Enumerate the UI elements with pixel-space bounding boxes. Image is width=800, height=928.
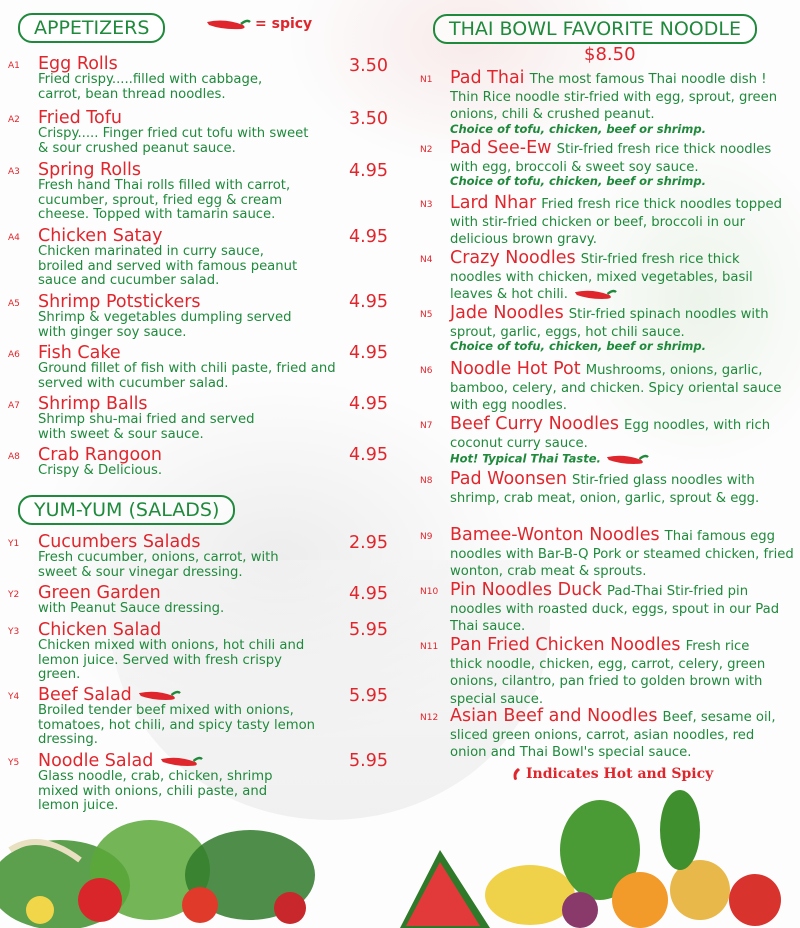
- fruits-image: [400, 790, 800, 928]
- item-description: Fresh cucumber, onions, carrot, with sweet & sour vinegar dressing.: [38, 550, 279, 580]
- spicy-legend: [205, 16, 312, 32]
- chili-icon: [510, 766, 522, 782]
- menu-item-n7: [420, 416, 795, 467]
- item-name: Bamee-Wonton Noodles: [450, 525, 660, 545]
- item-description: with Peanut Sauce dressing.: [38, 601, 225, 616]
- item-name: Jade Noodles: [450, 303, 564, 323]
- item-code: N10: [420, 587, 439, 597]
- menu-item-n2: [420, 140, 800, 188]
- item-code: Y3: [8, 627, 20, 637]
- item-name: Egg Rolls: [38, 54, 118, 74]
- item-code: A6: [8, 350, 20, 360]
- item-code: A3: [8, 167, 20, 177]
- menu-item-n11: [420, 637, 785, 707]
- menu-item-n1: [420, 70, 798, 136]
- item-description: Crispy & Delicious.: [38, 463, 163, 478]
- item-name: Pin Noodles Duck: [450, 580, 602, 600]
- item-description: Stir-fried fresh rice thick noodles with egg, broccoli & sweet soy sauce.: [450, 142, 772, 175]
- item-description: Broiled tender beef mixed with onions, tomatoes, hot chili, and spicy tasty lemon dressing.: [38, 703, 316, 748]
- menu-item-a3: [0, 161, 360, 223]
- item-price: 3.50: [349, 56, 388, 76]
- item-price: 4.95: [349, 343, 388, 363]
- chili-icon: [159, 753, 203, 769]
- appetizers-title: APPETIZERS: [18, 13, 165, 43]
- item-name: Pad Woonsen: [450, 469, 567, 489]
- item-price: 5.95: [349, 686, 388, 706]
- item-description: Mushrooms, onions, garlic, bamboo, celery, and chicken. Spicy oriental sauce with egg noodles.: [450, 363, 782, 414]
- item-name: Lard Nhar: [450, 193, 537, 213]
- item-name: Pad Thai: [450, 68, 525, 88]
- item-name: [38, 752, 360, 770]
- item-choice: Choice of tofu, chicken, beef or shrimp.: [450, 121, 706, 136]
- menu-item-n9: [420, 527, 798, 580]
- item-name: Green Garden: [38, 583, 161, 603]
- item-price: 5.95: [349, 620, 388, 640]
- menu-item-a6: [0, 344, 360, 391]
- item-code: N7: [420, 421, 433, 431]
- menu-item-a8: [0, 446, 360, 479]
- item-code: A7: [8, 401, 20, 411]
- item-description: Fresh rice thick noodle, chicken, egg, carrot, celery, green onions, cilantro, pan fried to golden brown with special sauce.: [450, 639, 766, 707]
- item-description: Chicken marinated in curry sauce, broiled and served with famous peanut sauce and cucumber salad.: [38, 244, 298, 289]
- item-code: N8: [420, 476, 433, 486]
- item-name: Crab Rangoon: [38, 445, 163, 465]
- item-choice: Choice of tofu, chicken, beef or shrimp.: [450, 174, 706, 189]
- item-description: Fried crispy.....filled with cabbage, carrot, bean thread noodles.: [38, 72, 263, 102]
- item-name: Chicken Satay: [38, 226, 163, 246]
- noodles-title: THAI BOWL FAVORITE NOODLE: [433, 14, 757, 44]
- menu-item-n5: [420, 305, 798, 353]
- item-name: Shrimp Balls: [38, 394, 148, 414]
- item-name-text: Beef Salad: [38, 685, 132, 705]
- noodles-price: $8.50: [584, 44, 636, 65]
- item-code: A4: [8, 233, 20, 243]
- item-description: Egg noodles, with rich coconut curry sauce.: [450, 418, 771, 451]
- item-description: The most famous Thai noodle dish ! Thin Rice noodle stir-fried with egg, sprout, green onions, chili & crushed peanut.: [450, 72, 778, 123]
- item-name-text: Noodle Salad: [38, 751, 154, 771]
- item-description: Shrimp shu-mai fried and served with sweet & sour sauce.: [38, 412, 255, 442]
- item-description: Glass noodle, crab, chicken, shrimp mixed with onions, chili paste, and lemon juice.: [38, 769, 273, 814]
- item-name: Spring Rolls: [38, 160, 141, 180]
- spicy-legend-label: = spicy: [255, 16, 313, 32]
- item-price: 4.95: [349, 445, 388, 465]
- item-name: Chicken Salad: [38, 620, 162, 640]
- item-name: Cucumbers Salads: [38, 532, 201, 552]
- item-price: 3.50: [349, 109, 388, 129]
- salads-title: YUM-YUM (SALADS): [18, 495, 235, 525]
- menu-item-n4: [420, 250, 795, 303]
- item-price: 4.95: [349, 161, 388, 181]
- item-code: N2: [420, 145, 433, 155]
- item-name: Fried Tofu: [38, 108, 122, 128]
- item-code: Y5: [8, 758, 20, 768]
- chili-icon: [205, 16, 251, 32]
- item-code: N6: [420, 366, 433, 376]
- menu-item-n8: [420, 471, 795, 506]
- item-code: N1: [420, 75, 433, 85]
- item-name: Pan Fried Chicken Noodles: [450, 635, 681, 655]
- item-description: Pad-Thai Stir-fried pin noodles with roasted duck, eggs, spout in our Pad Thai sauce.: [450, 584, 780, 635]
- item-description: Shrimp & vegetables dumpling served with ginger soy sauce.: [38, 310, 292, 340]
- item-price: 4.95: [349, 394, 388, 414]
- item-name: Noodle Hot Pot: [450, 359, 581, 379]
- item-description: Thai famous egg noodles with Bar-B-Q Pork or steamed chicken, fried wonton, crab meat & sprouts.: [450, 529, 794, 580]
- item-choice: [450, 451, 795, 467]
- menu-item-a4: [0, 227, 360, 289]
- menu-item-n6: [420, 361, 800, 414]
- menu-item-y1: [0, 533, 360, 580]
- item-price: 4.95: [349, 584, 388, 604]
- item-description: Crispy..... Finger fried cut tofu with sweet & sour crushed peanut sauce.: [38, 126, 309, 156]
- item-name: [38, 686, 360, 704]
- item-description: Beef, sesame oil, sliced green onions, carrot, asian noodles, red onion and Thai Bowl's special sauce.: [450, 710, 776, 761]
- item-code: N3: [420, 200, 433, 210]
- menu-item-n12: [420, 708, 788, 761]
- item-description: Stir-fried spinach noodles with sprout, garlic, eggs, hot chili sauce.: [450, 307, 769, 340]
- menu-item-a7: [0, 395, 360, 442]
- menu-item-n3: [420, 195, 800, 248]
- item-code: A1: [8, 61, 20, 71]
- item-description: Stir-fried glass noodles with shrimp, crab meat, onion, garlic, sprout & egg.: [450, 473, 760, 506]
- item-price: 5.95: [349, 751, 388, 771]
- item-name: Crazy Noodles: [450, 248, 576, 268]
- item-code: N9: [420, 532, 433, 542]
- chili-icon: [573, 286, 617, 302]
- item-name: Fish Cake: [38, 343, 121, 363]
- item-price: 4.95: [349, 227, 388, 247]
- hot-spicy-footnote: [510, 766, 713, 782]
- item-code: N5: [420, 310, 433, 320]
- item-name: Beef Curry Noodles: [450, 414, 619, 434]
- footnote-text: Indicates Hot and Spicy: [526, 766, 714, 782]
- menu-item-y3: [0, 621, 360, 683]
- item-code: A8: [8, 452, 20, 462]
- menu-item-y2: [0, 584, 360, 617]
- item-code: Y2: [8, 590, 20, 600]
- item-name: Pad See-Ew: [450, 138, 552, 158]
- item-description: Stir-fried fresh rice thick noodles with chicken, mixed vegetables, basil leaves & hot chili.: [450, 252, 753, 303]
- item-price: 4.95: [349, 292, 388, 312]
- item-description: Ground fillet of fish with chili paste, fried and served with cucumber salad.: [38, 361, 336, 391]
- item-description: Fresh hand Thai rolls filled with carrot, cucumber, sprout, fried egg & cream cheese. Topped with tamarin sauce.: [38, 178, 291, 223]
- chili-icon: [605, 451, 649, 467]
- menu-item-a5: [0, 293, 360, 340]
- item-name: Shrimp Potstickers: [38, 292, 201, 312]
- item-choice-text: Hot! Typical Thai Taste.: [450, 451, 601, 466]
- menu-item-y4: [0, 686, 360, 748]
- menu-item-a1: [0, 55, 360, 102]
- item-price: 2.95: [349, 533, 388, 553]
- item-choice: Choice of tofu, chicken, beef or shrimp.: [450, 339, 706, 354]
- menu-item-a2: [0, 109, 360, 156]
- menu-item-y5: [0, 752, 360, 814]
- item-code: N11: [420, 642, 439, 652]
- menu-item-n10: [420, 582, 798, 635]
- item-code: A5: [8, 299, 20, 309]
- item-description: Chicken mixed with onions, hot chili and lemon juice. Served with fresh crispy green.: [38, 638, 305, 683]
- chili-icon: [137, 687, 181, 703]
- item-code: N12: [420, 713, 439, 723]
- item-code: Y1: [8, 539, 20, 549]
- item-name: Asian Beef and Noodles: [450, 706, 658, 726]
- item-code: Y4: [8, 692, 20, 702]
- item-description: Fried fresh rice thick noodles topped with stir-fried chicken or beef, broccoli in our delicious brown gravy.: [450, 197, 783, 248]
- item-code: A2: [8, 115, 20, 125]
- item-code: N4: [420, 255, 433, 265]
